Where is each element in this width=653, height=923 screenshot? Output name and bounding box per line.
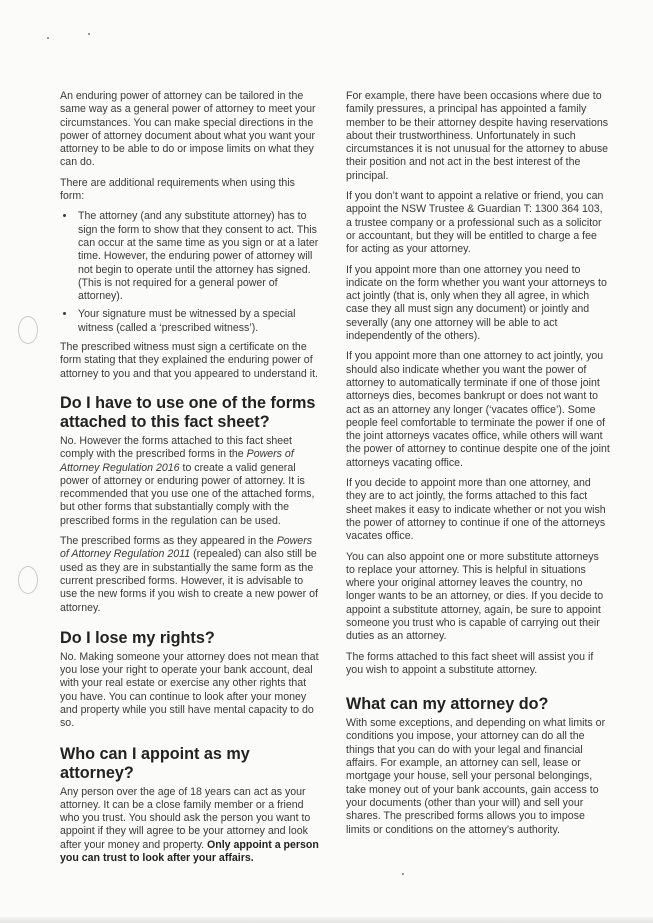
forms-paragraph-1: No. However the forms attached to this fact sheet comply with the prescribed forms in the Powers of Attorney Regulation 2016 to create a valid general power of attorney or enduring power of attorney. It is recommended that you use one of the attached forms, but other forms that substantially comply with the prescribed forms in the regulation can be used. (60, 434, 315, 527)
witness-paragraph: The prescribed witness must sign a certificate on the form stating that they explained the enduring power of attorney to you and that you appeared to understand it. (60, 341, 318, 380)
appoint-paragraph: Any person over the age of 18 years can act as your attorney. It can be a close family member or a friend who you trust. You should ask the person you want to appoint if they will agree to be your attorney and look after your money and property. Only appoint a person you can trust to look after your affairs. (60, 785, 319, 865)
forms-paragraph-2: The prescribed forms as they appeared in the Powers of Attorney Regulation 2011 (repealed) can also still be used as they are in substantially the same form as the current prescribed forms. However, it is advisable to use the new forms if you wish to create a new power of attorney. (60, 535, 318, 614)
requirements-list (60, 210, 322, 335)
appoint-warning: Only appoint a person you can trust to look after your affairs. (60, 838, 319, 865)
example-paragraph: For example, there have been occasions where due to family pressures, a principal has appointed a family member to be their attorney despite having reservations about their trustworthiness. Unfortunately in such circumstances it is not unusual for the attorney to abuse their position and not act in the best interest of the principal. (346, 90, 609, 182)
scan-speck (402, 873, 404, 875)
multiple-attorneys-paragraph: If you appoint more than one attorney you need to indicate on the form whether you want your attorneys to act jointly (that is, only when they all agree, in which case they all must sign any document) or jointly and severally (any one attorney will be able to act independently of the others). (346, 263, 607, 343)
substitute-forms-paragraph: The forms attached to this fact sheet will assist you if you wish to appoint a substitute attorney. (346, 650, 594, 676)
scan-speck (88, 33, 90, 35)
punch-hole-mark (18, 566, 38, 594)
heading-lose-rights: Do I lose my rights? (60, 628, 215, 647)
substitute-paragraph: You can also appoint one or more substitute attorneys to replace your attorney. This is helpful in situations where your original attorney leaves the country, no longer wants to be an attorney, or dies. If you decide to appoint a substitute attorney, again, be sure to appoint someone you trust who is capable of carrying out their duties as an attorney. (346, 550, 604, 643)
punch-hole-mark (18, 316, 38, 344)
left-column (60, 90, 322, 872)
joint-termination-paragraph: If you appoint more than one attorney to act jointly, you should also indicate whether you want the power of attorney to automatically terminate if one of those joint attorneys dies, becomes bankrupt or does not want to act as an attorney any longer (‘vacates office’). Some people feel comfortable to terminate the power if one of the joint attorneys vacates office, while others will want the power of attorney to continue despite one of the joint attorneys vacating office. (346, 350, 610, 469)
heading-attorney-do: What can my attorney do? (346, 695, 549, 714)
scan-speck (47, 37, 49, 39)
attorney-do-paragraph: With some exceptions, and depending on what limits or conditions you impose, your attorney can do all the things that you can do with your legal and financial affairs. For example, an attorney can sell, lease or mortgage your house, sell your personal belongings, take money out of your bank accounts, gain access to your documents (other than your will) and sell your shares. The prescribed forms allows you to impose limits or conditions on the attorney’s authority. (346, 717, 606, 836)
joint-forms-paragraph: If you decide to appoint more than one attorney, and they are to act jointly, the forms attached to this fact sheet makes it easy to indicate whether or not you wish the power of attorney to continue if one of the attorneys vacates office. (346, 477, 606, 543)
heading-who-appoint: Who can I appoint as my attorney? (60, 744, 250, 782)
list-item: • Your signature must be witnessed by a special witness (called a ‘prescribed witness’). (76, 308, 322, 335)
heading-use-forms: Do I have to use one of the forms attached to this fact sheet? (60, 393, 316, 431)
requirements-intro: There are additional requirements when using this form: (60, 176, 295, 203)
rights-paragraph: No. Making someone your attorney does not mean that you lose your right to operate your bank account, deal with your real estate or exercise any other rights that you have. You can continue to look after your money and property while you still have mental capacity to do so. (60, 650, 319, 730)
right-column (346, 90, 610, 844)
list-item: • The attorney (and any substitute attorney) has to sign the form to show that they consent to act. This can occur at the same time as you sign or at a later time. However, the enduring power of attorney will not begin to operate until the attorney has signed. (This is not required for a general power of attorney). (76, 210, 322, 303)
page-bottom-edge (0, 917, 653, 923)
trustee-paragraph: If you don’t want to appoint a relative or friend, you can appoint the NSW Trustee & Guardian T: 1300 364 103, a trustee company or a professional such as a solicitor or accountant, but they will be entitled to charge a fee for acting as your attorney. (346, 190, 604, 256)
intro-paragraph: An enduring power of attorney can be tailored in the same way as a general power of attorney to meet your circumstances. You can make special directions in the power of attorney document about what you want your attorney to be able to do or impose limits on what they can do. (60, 90, 316, 169)
